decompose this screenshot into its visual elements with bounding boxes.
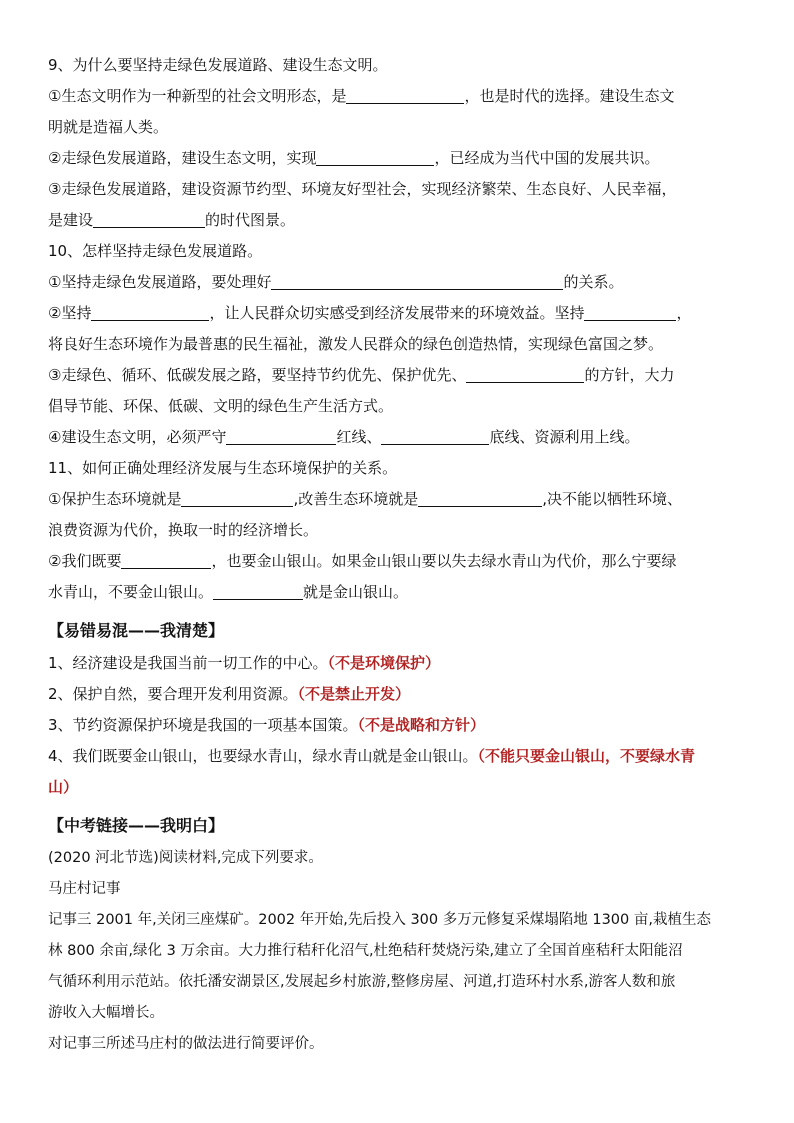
answer-blank[interactable]	[466, 365, 584, 383]
q10-item-3	[48, 360, 748, 391]
text: 2、保护自然，要合理开发利用资源。	[48, 685, 298, 703]
text: ②我们既要	[48, 552, 122, 570]
q11-item-2	[48, 546, 748, 577]
text: ，也要金山银山。如果金山银山要以失去绿水青山为代价，那么宁要绿	[211, 552, 677, 570]
text: ②走绿色发展道路，建设生态文明，实现	[48, 149, 317, 167]
q10-title: 10、怎样坚持走绿色发展道路。	[48, 242, 263, 260]
text: 4、我们既要金山银山，也要绿水青山，绿水青山就是金山银山。	[48, 747, 478, 765]
text: 水青山，不要金山银山。	[48, 583, 214, 601]
answer-blank[interactable]	[316, 148, 434, 166]
text: 红线、	[336, 428, 382, 446]
exam-question: 对记事三所述马庄村的做法进行简要评价。	[48, 1036, 324, 1052]
errors-heading: 【易错易混——我清楚】	[48, 621, 225, 640]
q11-item-1-cont: 浪费资源为代价，换取一时的经济增长。	[48, 521, 319, 539]
q10-item-1	[48, 267, 748, 298]
worksheet-page	[48, 50, 748, 1060]
answer-blank[interactable]	[93, 210, 205, 228]
text: ，让人民群众切实感受到经济发展带来的环境效益。坚持	[209, 304, 585, 322]
answer-blank[interactable]	[381, 427, 489, 445]
text: ③走绿色、循环、低碳发展之路，要坚持节约优先、保护优先、	[48, 366, 467, 384]
text: 底线、资源利用上线。	[489, 428, 640, 446]
q9-item-1	[48, 81, 748, 112]
exam-material-line: 游收入大幅增长。	[48, 1005, 164, 1021]
exam-subtitle: 马庄村记事	[48, 881, 121, 897]
q9-item-3-cont	[48, 205, 748, 236]
error-item-2	[48, 679, 748, 710]
answer-blank[interactable]	[213, 582, 303, 600]
answer-blank[interactable]	[121, 551, 211, 569]
text: ，已经成为当代中国的发展共识。	[434, 149, 660, 167]
text: ①保护生态环境就是	[48, 490, 182, 508]
correction-note: （不是战略和方针）	[357, 716, 486, 734]
answer-blank[interactable]	[91, 303, 209, 321]
text: 的时代图景。	[205, 211, 296, 229]
q9-item-3: ③走绿色发展道路，建设资源节约型、环境友好型社会，实现经济繁荣、生态良好、人民幸福，	[48, 180, 677, 198]
exam-material-line: 林 800 余亩,绿化 3 万余亩。大力推行秸秆化沼气,杜绝秸秆焚烧污染,建立了全国首座秸秆太阳能沼	[48, 943, 683, 959]
q10-item-3-cont: 倡导节能、环保、低碳、文明的绿色生产生活方式。	[48, 397, 394, 415]
exam-material-line: 记事三 2001 年,关闭三座煤矿。2002 年开始,先后投入 300 多万元修复采煤塌陷地 1300 亩,栽植生态	[48, 912, 711, 928]
error-item-4	[48, 741, 748, 772]
text: ①生态文明作为一种新型的社会文明形态，是	[48, 87, 347, 105]
error-item-4-cont	[48, 772, 748, 803]
q11-item-2-cont	[48, 577, 748, 608]
q9-item-1-cont: 明就是造福人类。	[48, 118, 169, 136]
answer-blank[interactable]	[346, 86, 464, 104]
answer-blank[interactable]	[418, 489, 542, 507]
answer-blank[interactable]	[226, 427, 336, 445]
text: 的关系。	[563, 273, 624, 291]
q9-item-2	[48, 143, 748, 174]
exam-source: (2020 河北节选)阅读材料,完成下列要求。	[48, 850, 323, 866]
q10-item-2	[48, 298, 748, 329]
answer-blank[interactable]	[271, 272, 563, 290]
answer-blank[interactable]	[181, 489, 293, 507]
text: ①坚持走绿色发展道路，要处理好	[48, 273, 272, 291]
text: 1、经济建设是我国当前一切工作的中心。	[48, 654, 328, 672]
answer-blank[interactable]	[584, 303, 676, 321]
text: 就是金山银山。	[303, 583, 409, 601]
error-item-3	[48, 710, 748, 741]
text: ④建设生态文明，必须严守	[48, 428, 227, 446]
text: 3、节约资源保护环境是我国的一项基本国策。	[48, 716, 358, 734]
exam-heading: 【中考链接——我明白】	[48, 816, 225, 835]
q11-item-1	[48, 484, 748, 515]
text: ②坚持	[48, 304, 92, 322]
text: 的方针，大力	[584, 366, 675, 384]
correction-note: （不是环境保护）	[327, 654, 441, 672]
correction-note: （不能只要金山银山，不要绿水青	[477, 747, 696, 765]
error-item-1	[48, 648, 748, 679]
q9-title: 9、为什么要坚持走绿色发展道路、建设生态文明。	[48, 56, 388, 74]
correction-note: 山）	[48, 778, 79, 796]
q11-title: 11、如何正确处理经济发展与生态环境保护的关系。	[48, 459, 398, 477]
q10-item-2-cont: 将良好生态环境作为最普惠的民生福祉，激发人民群众的绿色创造热情，实现绿色富国之梦。	[48, 335, 664, 353]
text: ，也是时代的选择。建设生态文	[464, 87, 675, 105]
text: ,改善生态环境就是	[293, 490, 419, 508]
text: 是建设	[48, 211, 94, 229]
text: ，	[676, 304, 692, 322]
text: ,决不能以牺牲环境、	[542, 490, 683, 508]
q10-item-4	[48, 422, 748, 453]
exam-material-line: 气循环利用示范站。依托潘安湖景区,发展起乡村旅游,整修房屋、河道,打造环村水系,游客人数和旅	[48, 974, 676, 990]
correction-note: （不是禁止开发）	[297, 685, 411, 703]
